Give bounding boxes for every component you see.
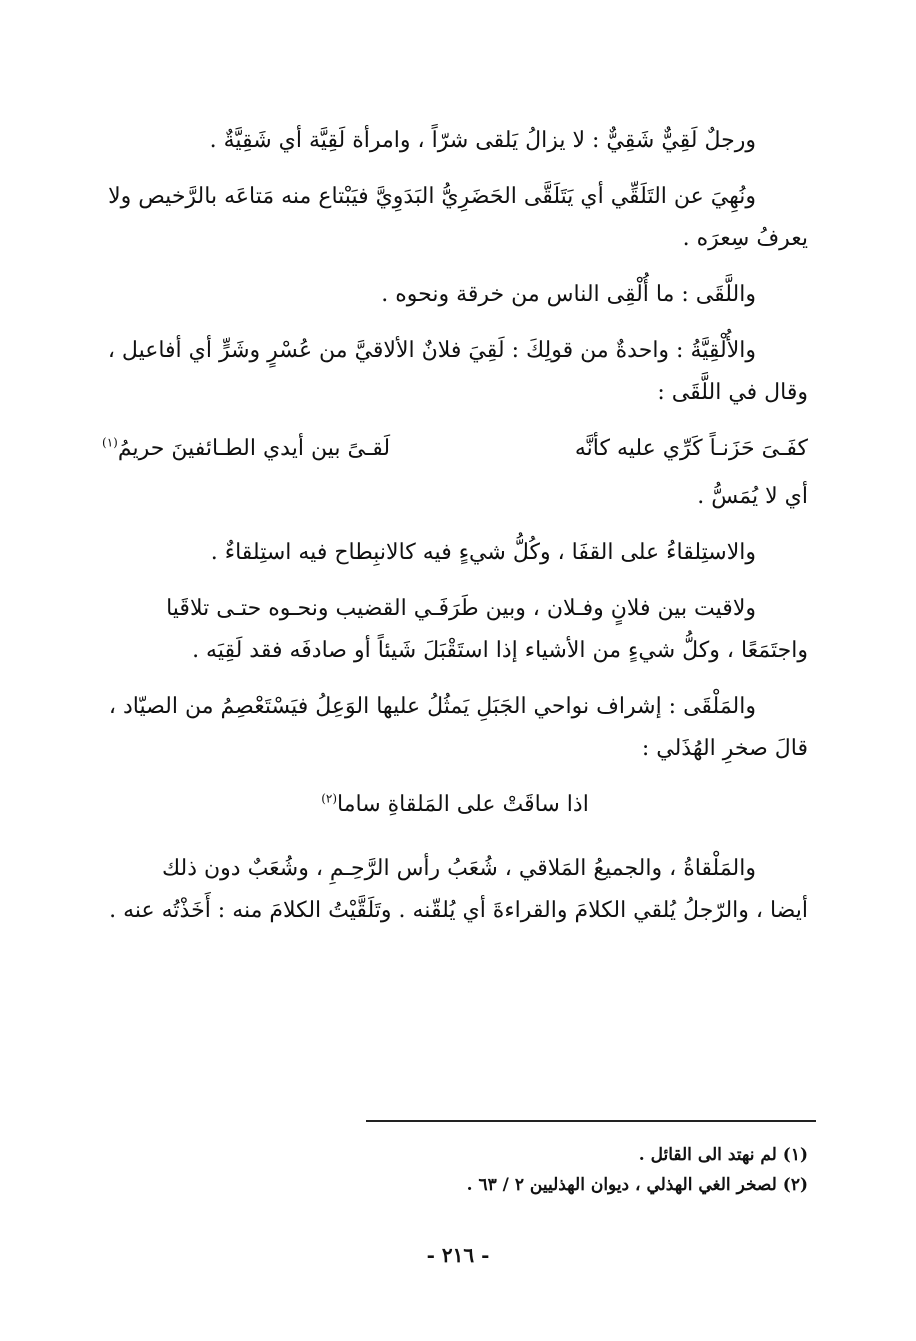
footnote-1: (١) لم نهتد الى القائل . [638, 1145, 808, 1165]
verse-line [102, 428, 808, 470]
footnote-mark-2: (٢) [321, 791, 338, 806]
paragraph: ونُهِيَ عن التَلَقِّي أي يَتَلَقَّى الحَضَرِيُّ البَدَوِيَّ فيَبْتاع منه مَتاعَه بالرَّخيص ولا [108, 184, 756, 209]
paragraph: ورجلٌ لَقِيٌّ شَقِيٌّ : لا يزالُ يَلقى شرّاً ، وامرأة لَقِيَّة أي شَقِيَّةٌ . [209, 128, 756, 153]
verse-gloss: أي لا يُمَسُّ . [697, 484, 808, 509]
footnote-mark-1: (١) [102, 435, 118, 450]
page-number: - ٢١٦ - [426, 1243, 490, 1267]
verse-second-hemistich-wrap [102, 428, 390, 470]
paragraph-continuation: قالَ صخرِ الهُذَلي : [641, 736, 808, 761]
paragraph: واللَّقَى : ما أُلْقِى الناس من خرقة ونحوه . [381, 282, 756, 307]
paragraph-continuation: واجتَمَعًا ، وكلُّ شيءٍ من الأشياء إذا استَقْبَلَ شَيئاً أو صادفَه فقد لَقِيَه . [192, 638, 808, 663]
main-text [102, 120, 808, 946]
paragraph: ولاقيت بين فلانٍ وفـلان ، وبين طَرَفَـي القضيب ونحـوه حتـى تلاقَيا [166, 596, 756, 621]
verse-first-hemistich: كفَـىَ حَزَنـاً كَرِّي عليه كأنَّه [574, 436, 808, 461]
paragraph-continuation: يعرفُ سِعرَه . [682, 226, 808, 251]
footnote-2: (٢) لصخر الغي الهذلي ، ديوان الهذليين ٢ / ٦٣ . [466, 1175, 808, 1195]
footnotes [102, 1140, 808, 1200]
verse-second-hemistich: لَقـىً بين أيدي الطـائفينَ حريمُ [117, 436, 391, 461]
quoted-verse [102, 784, 808, 826]
paragraph: والاستِلقاءُ على القفَا ، وكُلُّ شيءٍ فيه كالانبِطاح فيه استِلقاءٌ . [210, 540, 756, 565]
quoted-verse-text: اذا ساقَتْ على المَلقاةِ ساما [337, 792, 589, 817]
paragraph: والأُلْقِيَّةُ : واحدةٌ من قولِكَ : لَقِيَ فلانٌ الألاقيَّ من عُسْرٍ وشَرٍّ أي أفاعيل ، [107, 338, 756, 363]
paragraph: والمَلْقاةُ ، والجميعُ المَلاقي ، شُعَبُ رأس الرَّحِـمِ ، وشُعَبٌ دون ذلك [161, 856, 756, 881]
paragraph-continuation: وقال في اللَّقَى : [657, 380, 808, 405]
footnote-separator [366, 1120, 816, 1122]
paragraph: والمَلْقَى : إشراف نواحي الجَبَلِ يَمثُلُ عليها الوَعِلُ فيَسْتَعْصِمُ من الصيّاد ، [108, 694, 756, 719]
paragraph-continuation: أيضا ، والرّجلُ يُلقي الكلامَ والقراءةَ أي يُلقّنه . وتَلَقَّيْتُ الكلامَ منه : أَخَذْتُه عنه . [109, 898, 808, 923]
